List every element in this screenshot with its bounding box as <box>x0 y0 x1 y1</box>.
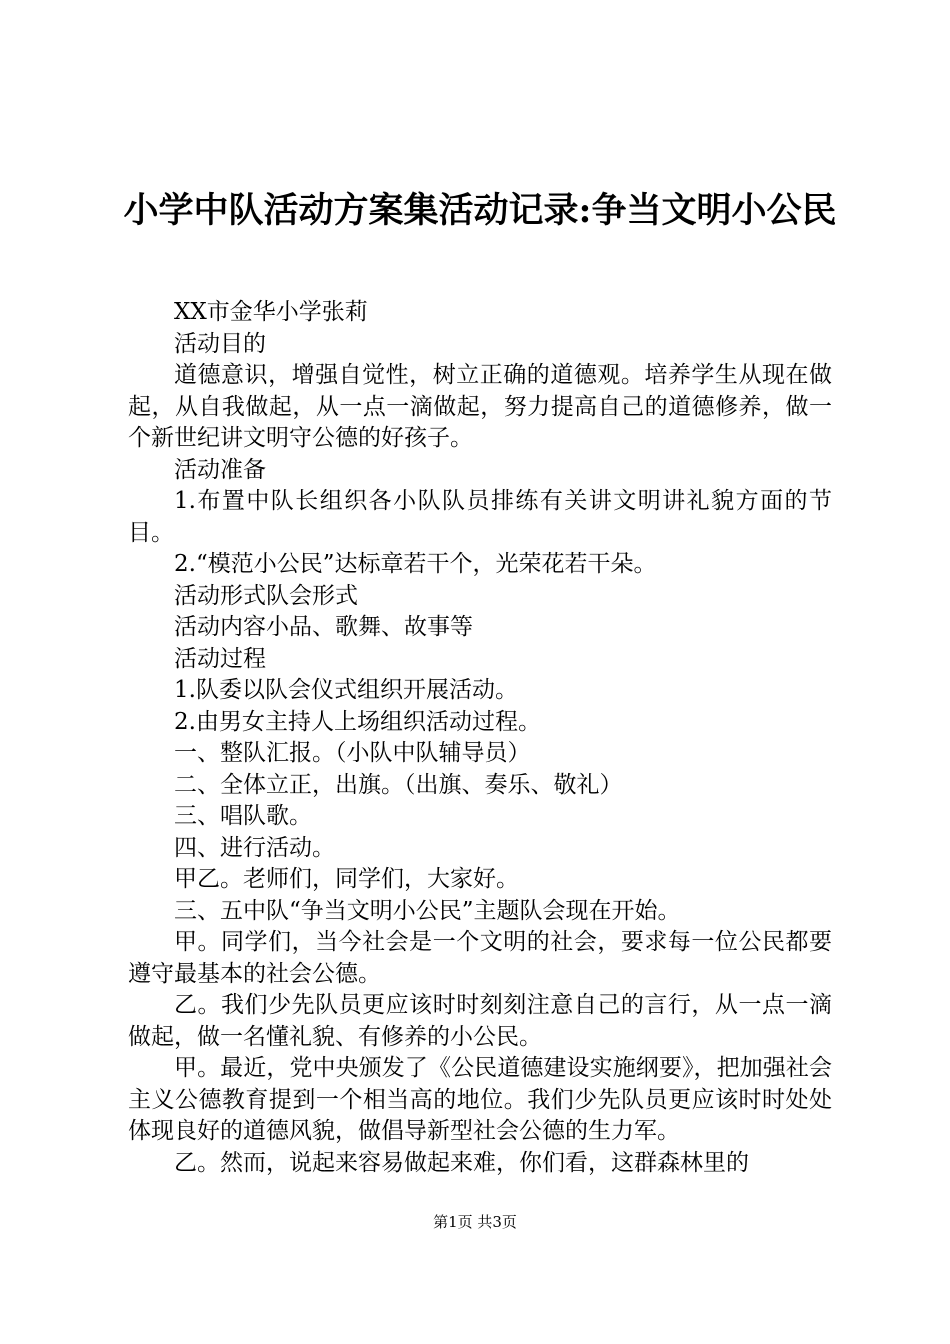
paragraph-step-3: 三、唱队歌。 <box>174 803 312 829</box>
paragraph-author: XX市金华小学张莉 <box>174 299 368 325</box>
paragraph-heading-preparation: 活动准备 <box>174 456 266 483</box>
paragraph-form: 活动形式队会形式 <box>174 582 358 609</box>
paragraph-step-4: 四、进行活动。 <box>174 834 335 861</box>
paragraph-dialogue-5: 甲。最近，党中央颁发了《公民道德建设实施纲要》，把加强社会主义公德教育提到一个相当高的地位。我们少先队员更应该时时处处体现良好的道德风貌，做倡导新型社会公德的生力军。 <box>128 1055 832 1144</box>
paragraph-dialogue-2: 三、五中队“争当文明小公民”主题队会现在开始。 <box>174 897 681 924</box>
paragraph-dialogue-3: 甲。同学们，当今社会是一个文明的社会，要求每一位公民都要遵守最基本的社会公德。 <box>128 929 832 987</box>
paragraph-heading-purpose: 活动目的 <box>174 330 266 357</box>
paragraph-step-1: 一、整队汇报。（小队中队辅导员） <box>174 740 531 766</box>
paragraph-heading-process: 活动过程 <box>174 645 266 672</box>
paragraph-process-2: 2.由男女主持人上场组织活动过程。 <box>174 708 541 735</box>
paragraph-step-2: 二、全体立正，出旗。（出旗、奏乐、敬礼） <box>174 771 623 798</box>
paragraph-process-1: 1.队委以队会仪式组织开展活动。 <box>174 677 518 703</box>
paragraph-preparation-1: 1.布置中队长组织各小队队员排练有关讲文明讲礼貌方面的节目。 <box>128 488 832 546</box>
document-body <box>128 297 832 1179</box>
document-title: 小学中队活动方案集活动记录:争当文明小公民 <box>123 190 837 231</box>
paragraph-dialogue-1: 甲乙。老师们，同学们，大家好。 <box>174 866 519 892</box>
paragraph-content: 活动内容小品、歌舞、故事等 <box>174 614 473 640</box>
paragraph-preparation-2: 2.“模范小公民”达标章若干个，光荣花若干朵。 <box>174 551 657 577</box>
paragraph-purpose: 道德意识，增强自觉性，树立正确的道德观。培养学生从现在做起，从自我做起，从一点一滴做起，努力提高自己的道德修养，做一个新世纪讲文明守公德的好孩子。 <box>128 362 832 451</box>
paragraph-dialogue-6: 乙。然而，说起来容易做起来难，你们看，这群森林里的 <box>174 1149 749 1176</box>
page-footer: 第1页 共3页 <box>433 1213 517 1231</box>
paragraph-dialogue-4: 乙。我们少先队员更应该时时刻刻注意自己的言行，从一点一滴做起，做一名懂礼貌、有修养的小公民。 <box>128 992 832 1050</box>
